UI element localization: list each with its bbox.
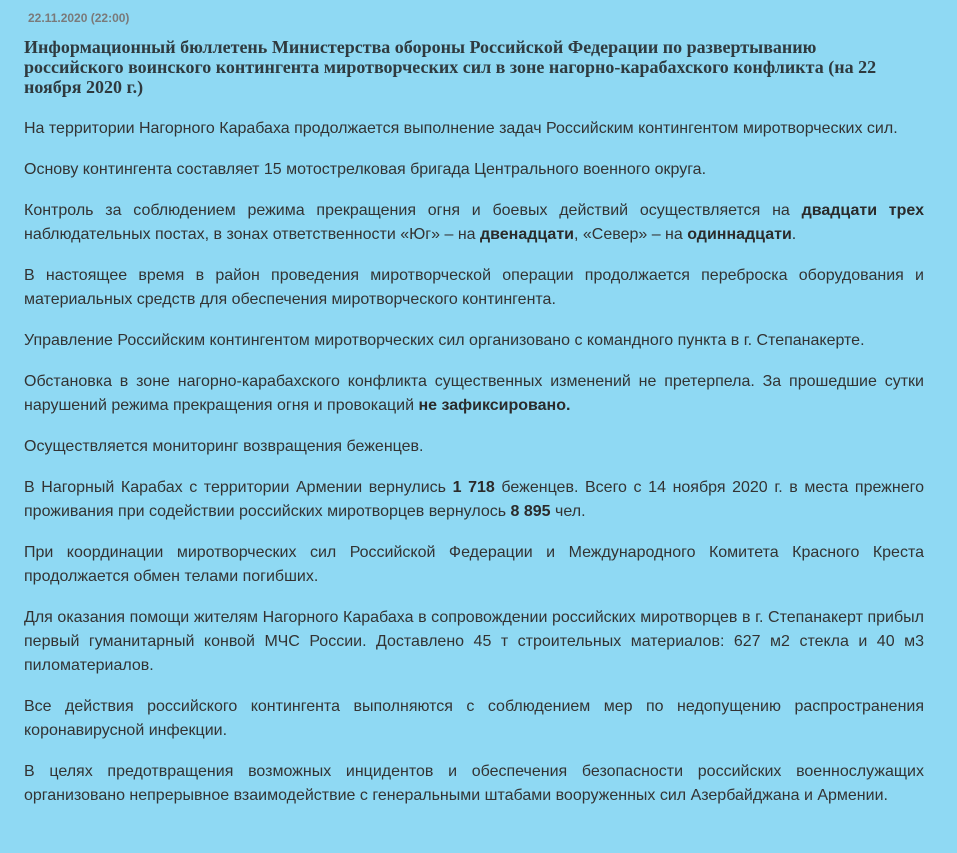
posts-south-count: двенадцати [480, 226, 574, 243]
paragraph-8-text-a: В Нагорный Карабах с территории Армении вернулись [24, 479, 453, 496]
paragraph-8-text-e: чел. [550, 503, 586, 520]
paragraph-10: Для оказания помощи жителям Нагорного Карабаха в сопровождении российских миротворцев в г. Степанакерт прибыл первый гуманитарный конвой МЧС России. Доставлено 45 т строительных материалов: 627 м2 стекла и 40 м3 пиломатериалов. [24, 609, 924, 674]
paragraph-3-text-a: Контроль за соблюдением режима прекращения огня и боевых действий осуществляется на [24, 202, 802, 219]
paragraph-9: При координации миротворческих сил Российской Федерации и Международного Комитета Красного Креста продолжается обмен телами погибших. [24, 544, 924, 585]
paragraph-2: Основу контингента составляет 15 мотострелковая бригада Центрального военного округа. [24, 161, 707, 178]
paragraph-3-text-e: , «Север» – на [574, 226, 688, 243]
publication-date: 22.11.2020 (22:00) [28, 11, 130, 25]
paragraph-4: В настоящее время в район проведения миротворческой операции продолжается переброска оборудования и материальных средств для обеспечения миротворческого контингента. [24, 267, 924, 308]
paragraph-8-text-c: беженцев. Всего с 14 ноября 2020 г. в места прежнего проживания при содействии российских миротворцев вернулось [24, 479, 925, 520]
paragraph-3-text-g: . [791, 226, 797, 243]
paragraph-3 [24, 199, 924, 247]
paragraph-8 [24, 476, 924, 524]
article-body [24, 117, 924, 825]
paragraph-7: Осуществляется мониторинг возвращения беженцев. [24, 438, 424, 455]
refugees-returned-total: 8 895 [510, 503, 551, 520]
posts-north-count: одиннадцати [687, 226, 792, 243]
paragraph-11: Все действия российского контингента выполняются с соблюдением мер по недопущению распространения коронавирусной инфекции. [24, 698, 924, 739]
refugees-returned-today: 1 718 [452, 479, 495, 496]
posts-total-count: двадцати трех [801, 202, 925, 219]
paragraph-5: Управление Российским контингентом миротворческих сил организовано с командного пункта в г. Степанакерте. [24, 332, 865, 349]
violations-status: не зафиксировано. [418, 397, 571, 414]
paragraph-1: На территории Нагорного Карабаха продолжается выполнение задач Российским контингентом миротворческих сил. [24, 120, 898, 137]
paragraph-6-text-a: Обстановка в зоне нагорно-карабахского конфликта существенных изменений не претерпела. За прошедшие сутки нарушений режима прекращения огня и провокаций [24, 373, 924, 414]
paragraph-12: В целях предотвращения возможных инцидентов и обеспечения безопасности российских военнослужащих организовано непрерывное взаимодействие с генеральными штабами вооруженных сил Азербайджана и Армении. [24, 763, 924, 804]
paragraph-3-text-c: наблюдательных постах, в зонах ответственности «Юг» – на [24, 226, 480, 243]
article-title: Информационный бюллетень Министерства обороны Российской Федерации по развертыванию российского воинского контингента миротворческих сил в зоне нагорно-карабахского конфликта (на 22 ноября 2020 г.) [24, 37, 877, 97]
paragraph-6 [24, 370, 924, 418]
